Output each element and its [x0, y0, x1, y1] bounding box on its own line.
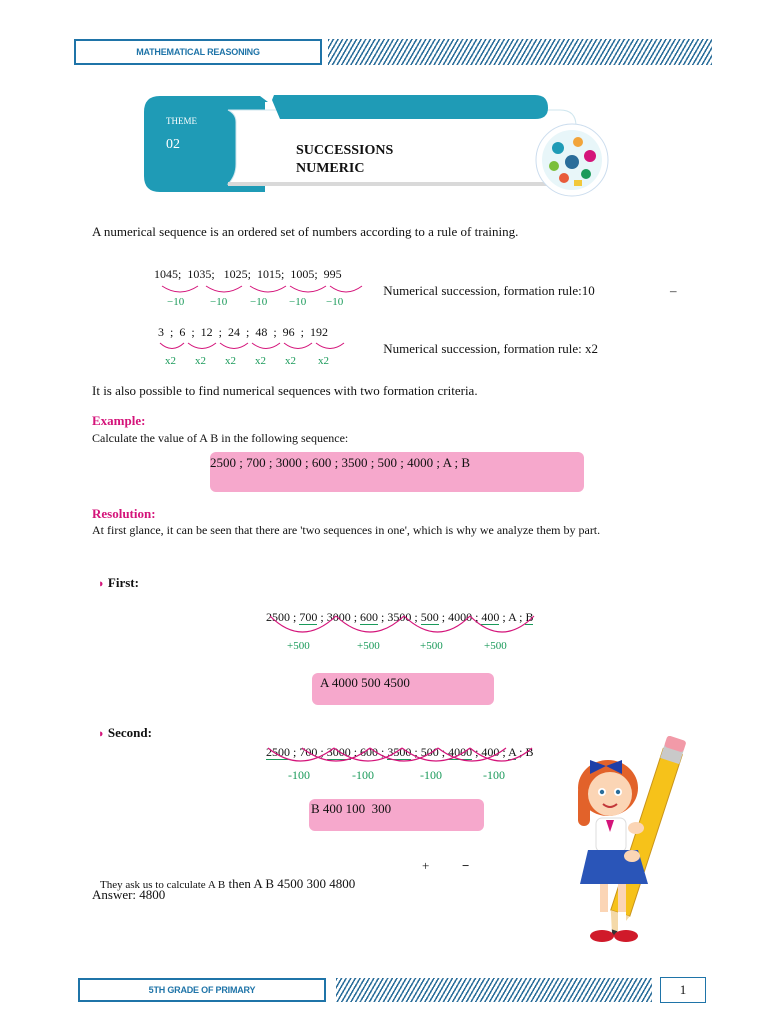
final-text-big: then A B 4500 300 4800	[225, 876, 356, 891]
theme-title-line2: NUMERIC	[296, 161, 365, 176]
footer-grade-box	[78, 978, 326, 1002]
header-hatch	[328, 39, 712, 65]
page-number: 1	[679, 982, 687, 997]
resolution-text: At first glance, it can be seen that there are 'two sequences in one', which is why we analyze them by part.	[92, 523, 601, 537]
first-result: A 4000 500 4500	[320, 675, 410, 690]
footer-grade: 5TH GRADE OF PRIMARY	[148, 985, 256, 995]
second-heading-row	[98, 725, 152, 741]
second-step-2: -100	[352, 768, 374, 782]
theme-number: 02	[166, 137, 180, 152]
seq1-step-1: −10	[167, 296, 185, 308]
second-step-3: -100	[420, 768, 442, 782]
seq2-terms: 3 ; 6 ; 12 ; 24 ; 48 ; 96 ; 192	[158, 325, 329, 339]
answer: Answer: 4800	[92, 887, 166, 902]
seq2-step-5: x2	[285, 355, 296, 367]
seq1-step-2: −10	[210, 296, 228, 308]
seq1-step-4: −10	[289, 296, 307, 308]
intro-text: A numerical sequence is an ordered set of numbers according to a rule of training.	[92, 224, 519, 239]
science-emblem-icon	[534, 122, 610, 198]
seq2-step-6: x2	[318, 355, 329, 367]
first-sequence: 2500 ; 700 ; 3000 ; 600 ; 3500 ; 500 ; 4000 ; 400 ; A ; B	[266, 610, 534, 624]
seq2-step-3: x2	[225, 355, 236, 367]
seq1-description: Numerical succession, formation rule:10	[380, 283, 595, 298]
seq2-description: Numerical succession, formation rule: x2	[380, 341, 599, 356]
footer-hatch	[336, 978, 652, 1002]
bullet-icon: ◗	[98, 728, 105, 740]
header-title-box	[74, 39, 322, 65]
second-result: B 400 100 300	[311, 801, 392, 816]
theme-title-line1: SUCCESSIONS	[296, 143, 394, 158]
final-text-small: They ask us to calculate A B	[100, 879, 226, 891]
second-heading: Second:	[107, 725, 152, 740]
example-prompt: Calculate the value of A B in the following sequence:	[92, 431, 349, 445]
seq1-dash: –	[670, 283, 677, 298]
two-criteria-text: It is also possible to find numerical sequences with two formation criteria.	[92, 383, 478, 398]
girl-with-pencil-illustration	[570, 736, 690, 956]
final-plus-sign: +	[422, 858, 430, 873]
second-step-4: -100	[483, 768, 505, 782]
seq2-arrows	[158, 338, 358, 356]
seq1-step-3: −10	[250, 296, 268, 308]
final-minus-sign: −	[462, 858, 470, 873]
first-step-3: +500	[420, 640, 443, 652]
seq2-step-2: x2	[195, 355, 206, 367]
second-step-1: -100	[288, 768, 310, 782]
page-number-box	[660, 977, 706, 1003]
first-heading-row	[98, 575, 139, 591]
seq1-terms: 1045; 1035; 1025; 1015; 1005; 995	[154, 267, 342, 281]
bullet-icon: ◗	[98, 578, 105, 590]
header-title: MATHEMATICAL REASONING	[136, 47, 260, 57]
theme-label: THEME	[166, 116, 197, 126]
example-sequence: 2500 ; 700 ; 3000 ; 600 ; 3500 ; 500 ; 4000 ; A ; B	[210, 455, 471, 470]
seq1-step-5: −10	[326, 296, 344, 308]
seq2-step-1: x2	[165, 355, 176, 367]
first-step-2: +500	[357, 640, 380, 652]
first-heading: First:	[107, 575, 139, 590]
example-heading: Example:	[92, 413, 146, 428]
first-step-1: +500	[287, 640, 310, 652]
resolution-heading: Resolution:	[92, 506, 156, 521]
second-sequence: 2500 ; 700 ; 3000 ; 600 ; 3500 ; 500 ; 4000 ; 400 ; A ; B	[266, 745, 534, 759]
first-step-4: +500	[484, 640, 507, 652]
seq2-step-4: x2	[255, 355, 266, 367]
